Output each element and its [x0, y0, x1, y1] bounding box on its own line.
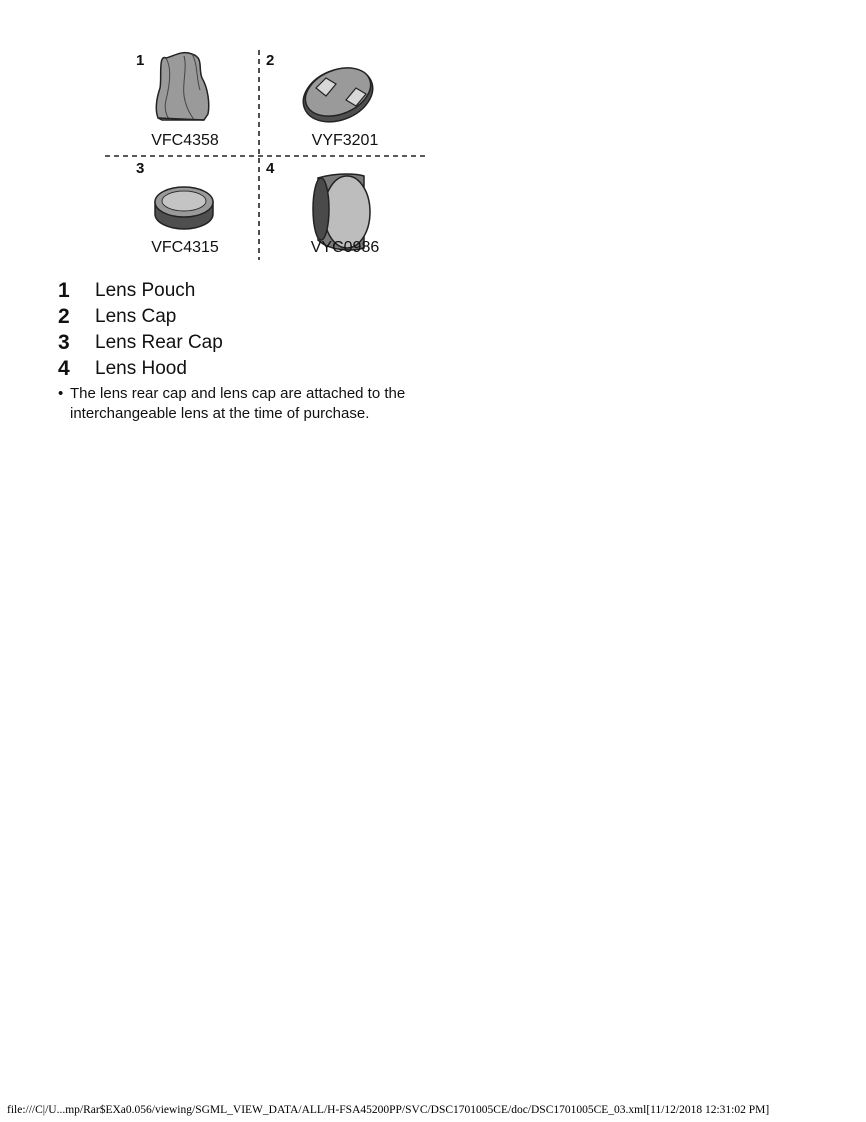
legend-number: 3 [58, 331, 70, 354]
part-code-2: VYF3201 [311, 132, 379, 149]
note-text: The lens rear cap and lens cap are attached to the interchangeable lens at the time of purchase. [70, 385, 406, 422]
legend-number: 2 [58, 305, 70, 328]
lens-cap-icon [295, 58, 380, 131]
cell-number-3: 3 [136, 160, 145, 177]
cell-number-1: 1 [136, 52, 145, 69]
cell-number-4: 4 [266, 160, 275, 177]
legend-item [58, 304, 458, 330]
note-bullet: • [58, 385, 64, 402]
part-code-4: VYC0986 [310, 239, 380, 256]
part-code-3: VFC4315 [151, 239, 219, 256]
legend-item [58, 278, 458, 304]
figure-grid-lines [100, 44, 430, 264]
footer-file-path: file:///C|/U...mp/Rar$EXa0.056/viewing/SGML_VIEW_DATA/ALL/H-FSA45200PP/SVC/DSC1701005CE/doc/DSC1701005CE_03.xml[11/12/2018 12:31:02 PM] [7, 1104, 770, 1116]
accessories-figure [100, 44, 430, 264]
legend-label: Lens Pouch [95, 280, 196, 301]
parts-legend [58, 278, 458, 382]
purchase-note [58, 384, 478, 424]
lens-pouch-icon [156, 53, 208, 120]
cell-number-2: 2 [266, 52, 275, 69]
legend-item [58, 330, 458, 356]
part-code-1: VFC4358 [151, 132, 219, 149]
lens-rear-cap-icon [155, 187, 213, 229]
legend-number: 4 [58, 357, 70, 380]
legend-label: Lens Hood [95, 358, 187, 379]
legend-item [58, 356, 458, 382]
legend-label: Lens Rear Cap [95, 332, 223, 353]
legend-label: Lens Cap [95, 306, 177, 327]
legend-number: 1 [58, 279, 70, 302]
